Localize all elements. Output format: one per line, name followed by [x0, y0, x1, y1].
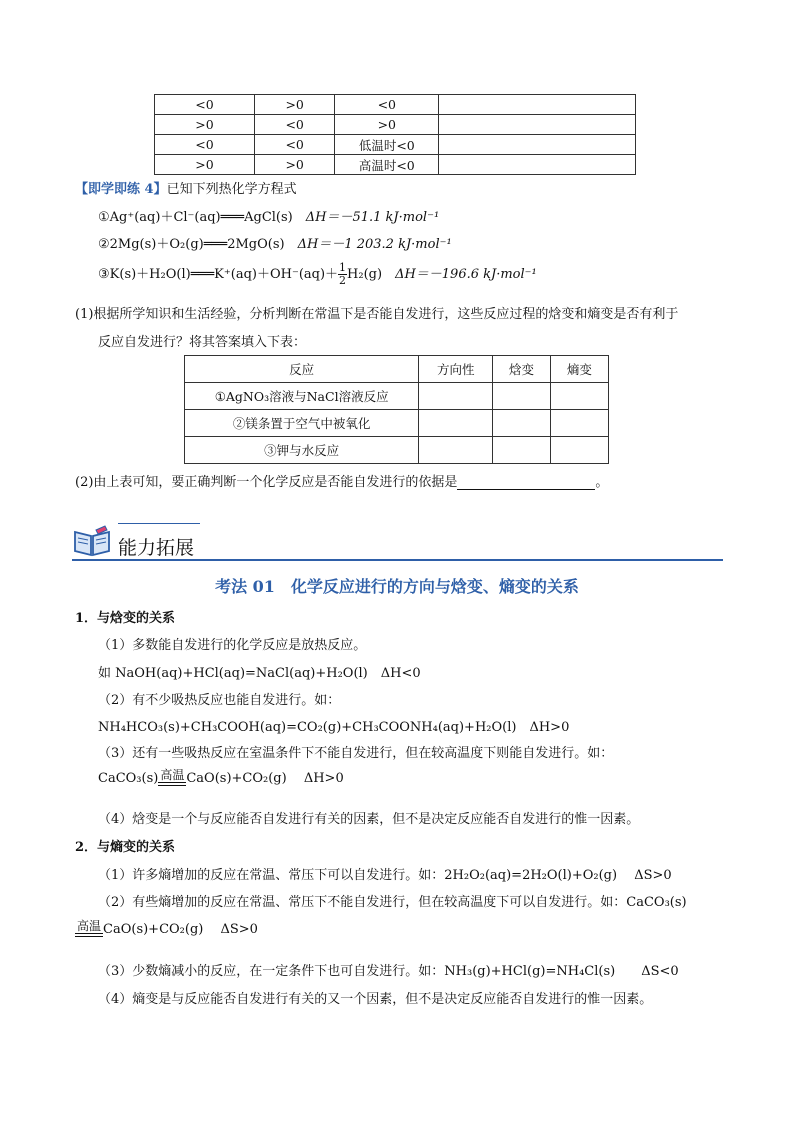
table-cell: <0	[155, 135, 255, 155]
table-cell	[439, 155, 636, 175]
part2-p1: （1）许多熵增加的反应在常温、常压下可以自发进行。如：2H₂O₂(aq)=2H₂O(l)+O₂(g) ΔS>0	[98, 868, 672, 883]
table-cell: 低温时<0	[335, 135, 439, 155]
reaction-condition: 高温	[158, 769, 186, 786]
section-icon	[72, 524, 112, 558]
part1-heading: 1．与焓变的关系	[75, 611, 176, 626]
reaction-cell: ③钾与水反应	[185, 437, 419, 464]
part1-p2: （2）有不少吸热反应也能自发进行。如：	[98, 693, 341, 708]
question-1-line2: 反应自发进行？将其答案填入下表：	[98, 335, 307, 350]
table-cell	[439, 95, 636, 115]
reaction-cell: ①AgNO₃溶液与NaCl溶液反应	[185, 383, 419, 410]
table-cell: <0	[255, 115, 335, 135]
table-cell: <0	[335, 95, 439, 115]
table-cell	[439, 115, 636, 135]
table-cell: >0	[255, 155, 335, 175]
table-row	[155, 115, 636, 135]
part2-p4: （4）熵变是与反应能否自发进行有关的又一个因素，但不是决定反应能否自发进行的惟一因素。	[98, 992, 653, 1007]
table-header-cell: 方向性	[419, 356, 493, 383]
answer-cell[interactable]	[419, 410, 493, 437]
answer-cell[interactable]	[493, 383, 550, 410]
part2-heading: 2．与熵变的关系	[75, 840, 176, 855]
answer-cell[interactable]	[419, 437, 493, 464]
table-cell: >0	[155, 155, 255, 175]
part2-p3: （3）少数熵减小的反应，在一定条件下也可自发进行。如：NH₃(g)+HCl(g)=NH₄Cl(s) ΔS<0	[98, 964, 679, 979]
table-header-cell: 熵变	[550, 356, 608, 383]
table-row	[155, 95, 636, 115]
table-header-cell: 反应	[185, 356, 419, 383]
table-row	[155, 135, 636, 155]
exercise-intro: 已知下列热化学方程式	[166, 182, 297, 197]
answer-cell[interactable]	[550, 437, 608, 464]
table-row	[185, 383, 609, 410]
part1-p3: （3）还有一些吸热反应在室温条件下不能自发进行，但在较高温度下则能自发进行。如：	[98, 746, 614, 761]
part1-p2-eq: NH₄HCO₃(s)+CH₃COOH(aq)=CO₂(g)+CH₃COONH₄(aq)+H₂O(l) ΔH>0	[98, 720, 570, 735]
table-row	[155, 155, 636, 175]
table-cell: <0	[155, 95, 255, 115]
table-row	[185, 410, 609, 437]
question-2: (2)由上表可知，要正确判断一个化学反应是否能自发进行的依据是 。	[75, 475, 609, 490]
part1-p1-eq: 如 NaOH(aq)+HCl(aq)=NaCl(aq)+H₂O(l) ΔH<0	[98, 666, 421, 681]
answer-blank[interactable]	[457, 477, 595, 490]
table-cell	[439, 135, 636, 155]
part2-p2: （2）有些熵增加的反应在常温、常压下不能自发进行，但在较高温度下可以自发进行。如：CaCO₃(s)	[98, 895, 687, 910]
table-cell: <0	[255, 135, 335, 155]
table-cell: >0	[335, 115, 439, 135]
table-row	[185, 437, 609, 464]
question-1-line1: (1)根据所学知识和生活经验，分析判断在常温下是否能自发进行，这些反应过程的焓变和熵变是否有利于	[75, 307, 679, 322]
section-rule	[72, 559, 723, 561]
answer-cell[interactable]	[493, 410, 550, 437]
fraction: $\frac{1}{2}$	[339, 261, 347, 287]
answer-cell[interactable]	[419, 383, 493, 410]
section-title: 能力拓展	[118, 537, 195, 559]
reaction-condition: 高温	[75, 920, 103, 937]
section-title-overline	[118, 523, 200, 524]
reaction-cell: ②镁条置于空气中被氧化	[185, 410, 419, 437]
part1-p3-eq: CaCO₃(s) 高温 CaO(s)+CO₂(g) ΔH>0	[98, 768, 344, 786]
answer-cell[interactable]	[493, 437, 550, 464]
table-cell: >0	[155, 115, 255, 135]
table-header-cell: 焓变	[493, 356, 550, 383]
exercise-tag: 【即学即练 4】	[75, 182, 167, 197]
answer-cell[interactable]	[550, 383, 608, 410]
part2-p2-eq: 高温 CaO(s)+CO₂(g) ΔS>0	[77, 919, 258, 937]
exercise-heading	[75, 178, 297, 197]
part1-p1: （1）多数能自发进行的化学反应是放热反应。	[98, 638, 367, 653]
answer-cell[interactable]	[550, 410, 608, 437]
table-cell: 高温时<0	[335, 155, 439, 175]
answer-table	[184, 355, 609, 464]
equation-2: ②2Mg(s)＋O₂(g)═══2MgO(s) ΔH＝－1 203.2 kJ·mol⁻¹	[98, 237, 452, 252]
sign-table	[154, 94, 636, 175]
part1-p4: （4）焓变是一个与反应能否自发进行有关的因素，但不是决定反应能否自发进行的惟一因素。	[98, 812, 640, 827]
table-cell: >0	[255, 95, 335, 115]
equation-3: ③K(s)＋H₂O(l)═══K⁺(aq)＋OH⁻(aq)＋ $\frac{1}{2}$ H₂(g) ΔH＝－196.6 kJ·mol⁻¹	[98, 261, 537, 287]
equation-1: ①Ag⁺(aq)＋Cl⁻(aq)═══AgCl(s) ΔH＝－51.1 kJ·mol⁻¹	[98, 210, 440, 225]
method-title: 考法 01 化学反应进行的方向与焓变、熵变的关系	[215, 577, 579, 596]
